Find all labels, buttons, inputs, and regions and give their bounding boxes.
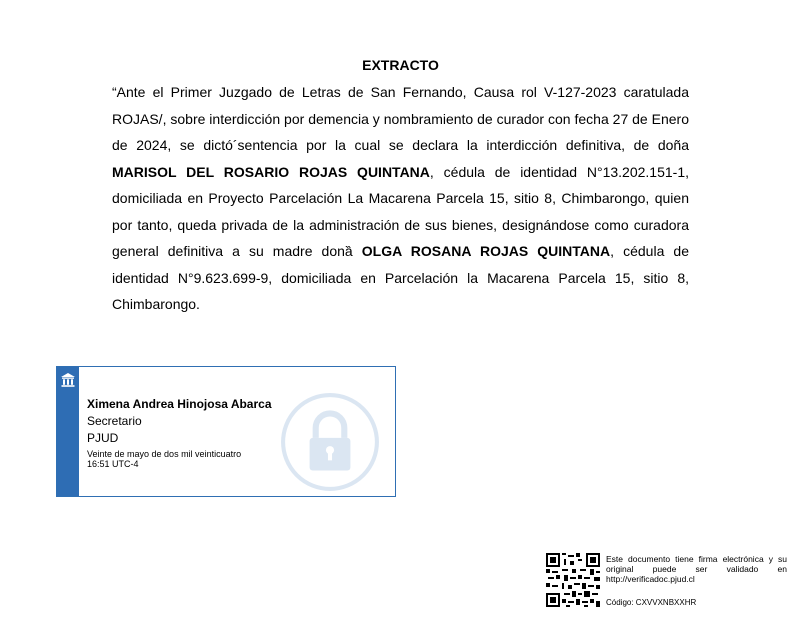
qr-code — [546, 553, 600, 607]
party-name-1: MARISOL DEL ROSARIO ROJAS QUINTANA — [112, 163, 430, 180]
verification-text: Este documento tiene firma electrónica y su original puede ser validado en http://verificadoc.pjud.cl — [606, 554, 787, 584]
document-body — [112, 79, 689, 318]
signature-date-line-2: 16:51 UTC-4 — [87, 459, 139, 469]
signature-date — [87, 449, 317, 469]
lock-icon — [279, 391, 381, 493]
body-part-3: , cédula de identidad N°9.623.699-9, domiciliada en Parcelación la Macarena Parcela 15, sitio 8, Chimbarongo. — [112, 243, 689, 312]
body-part-2: , cédula de identidad N°13.202.151-1, domiciliada en Proyecto Parcelación La Macarena Parcela 15, sitio 8, Chimbarongo, quien por tanto, queda privada de la administración de sus bienes, designándose como curadora general definitiva a su madre donȁ — [112, 163, 689, 259]
signature-date-line-1: Veinte de mayo de dos mil veinticuatro — [87, 449, 242, 459]
courthouse-icon — [60, 372, 76, 388]
signer-organization: PJUD — [87, 431, 119, 445]
party-name-2: OLGA ROSANA ROJAS QUINTANA — [361, 243, 611, 259]
signature-sidebar — [57, 367, 79, 496]
signer-role: Secretario — [87, 414, 142, 428]
body-part-1: “Ante el Primer Juzgado de Letras de San Fernando, Causa rol V-127-2023 caratulada ROJAS/, sobre interdicción por demencia y nombramiento de curador con fecha 27 de Enero de 2024, se dictó´sentencia por la cual se declara la interdicción definitiva, de doña — [112, 84, 689, 153]
signer-name: Ximena Andrea Hinojosa Abarca — [87, 397, 272, 411]
verification-code: Código: CXVVXNBXXHR — [606, 598, 697, 607]
signature-box — [56, 366, 396, 497]
document-title: EXTRACTO — [362, 57, 439, 73]
